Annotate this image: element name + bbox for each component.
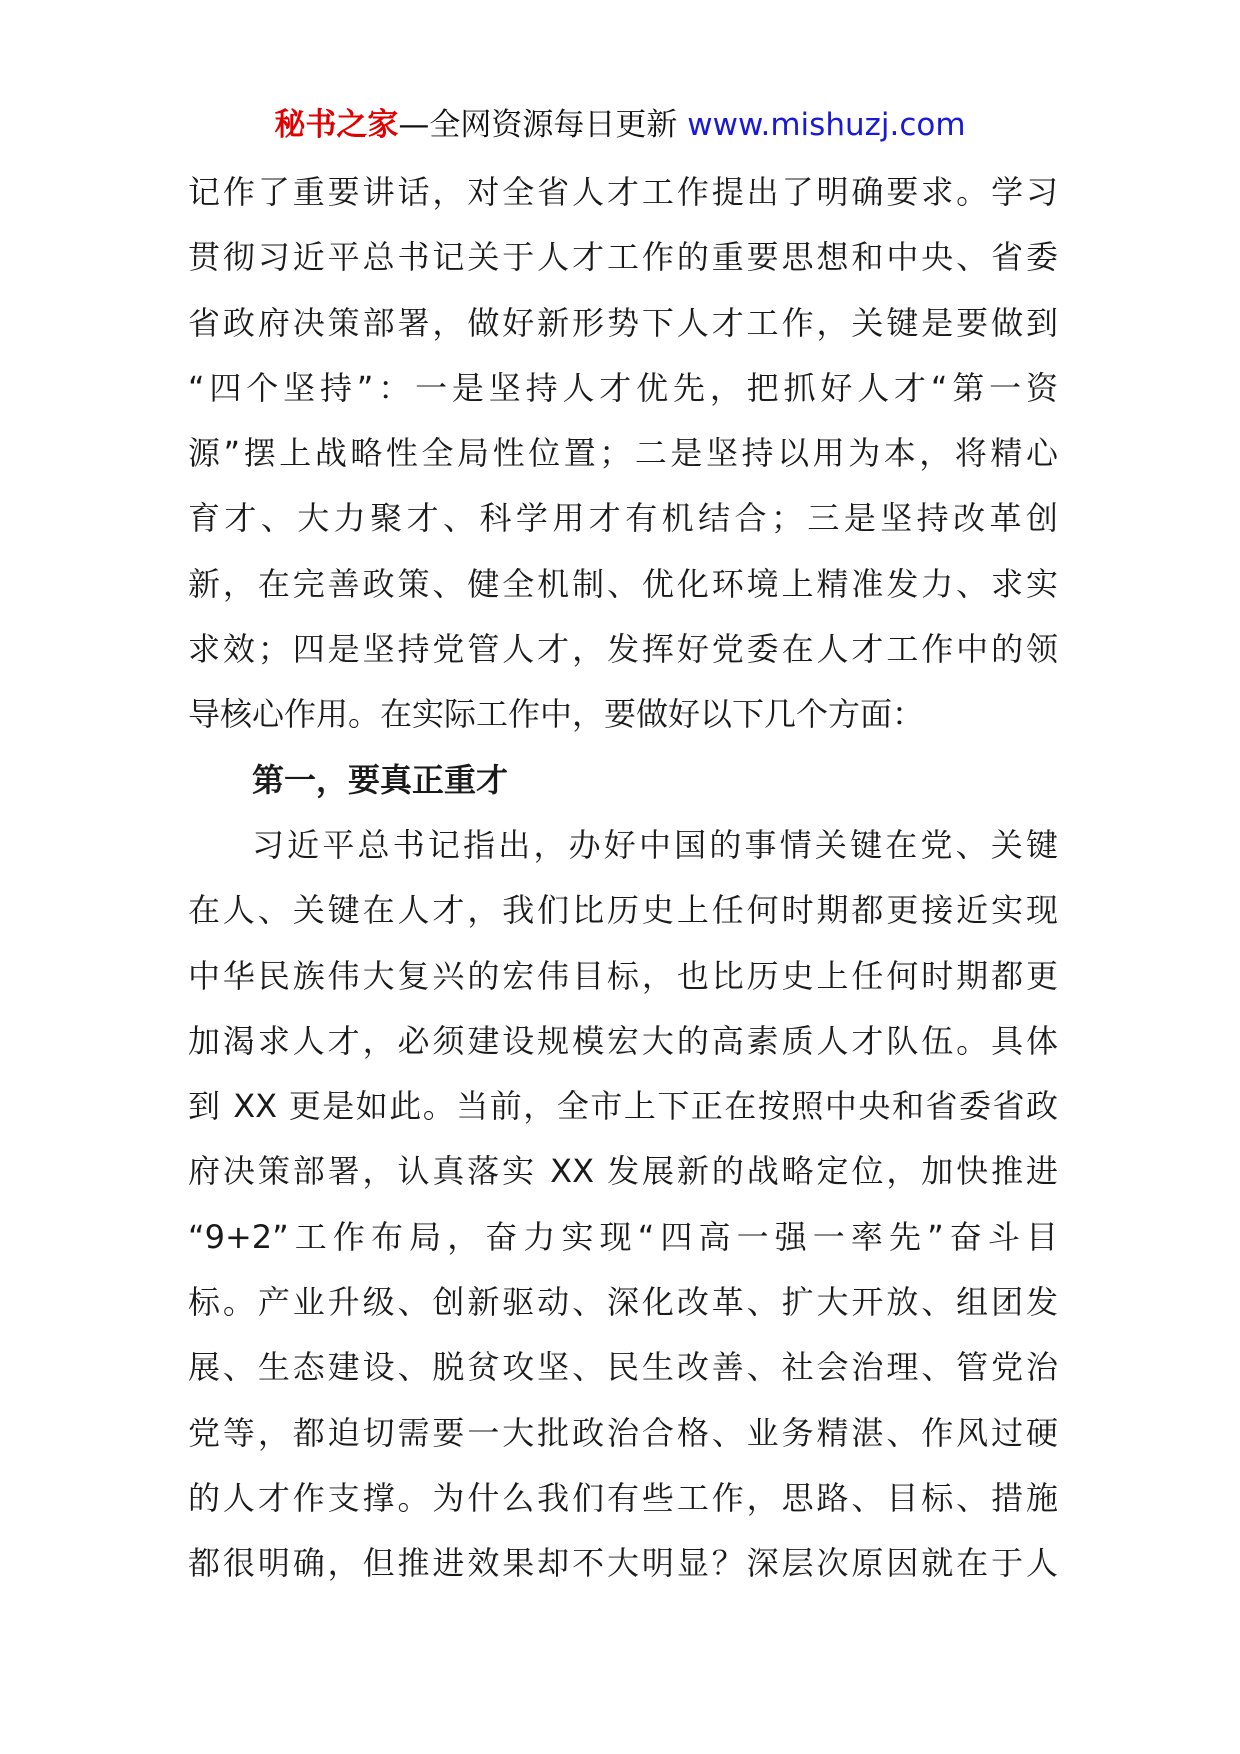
text-line: 求效；四是坚持党管人才，发挥好党委在人才工作中的领 <box>188 630 1058 669</box>
text-line: 党等，都迫切需要一大批政治合格、业务精湛、作风过硬 <box>188 1413 1058 1452</box>
text-line: 展、生态建设、脱贫攻坚、民生改善、社会治理、管党治 <box>188 1348 1058 1387</box>
text-line: 加渴求人才，必须建设规模宏大的高素质人才队伍。具体 <box>188 1021 1058 1060</box>
text-line: 到 XX 更是如此。当前，全市上下正在按照中央和省委省政 <box>188 1087 1058 1126</box>
site-header <box>0 103 1240 147</box>
section-heading: 第一，要真正重才 <box>252 760 509 799</box>
text-line: “四个坚持”：一是坚持人才优先，把抓好人才“第一资 <box>188 368 1058 407</box>
text-line: 贯彻习近平总书记关于人才工作的重要思想和中央、省委 <box>188 238 1058 277</box>
text-line: 的人才作支撑。为什么我们有些工作，思路、目标、措施 <box>188 1478 1058 1517</box>
header-tagline: —全网资源每日更新 <box>398 107 678 143</box>
brand-name: 秘书之家 <box>274 107 399 143</box>
text-line: 中华民族伟大复兴的宏伟目标，也比历史上任何时期都更 <box>188 956 1058 995</box>
document-body <box>188 160 1058 1597</box>
text-line: 育才、大力聚才、科学用才有机结合；三是坚持改革创 <box>188 499 1058 538</box>
text-line: 导核心作用。在实际工作中，要做好以下几个方面： <box>188 695 925 734</box>
text-line: 府决策部署，认真落实 XX 发展新的战略定位，加快推进 <box>188 1152 1058 1191</box>
text-line: 新，在完善政策、健全机制、优化环境上精准发力、求实 <box>188 564 1058 603</box>
text-line: 源”摆上战略性全局性位置；二是坚持以用为本，将精心 <box>188 434 1058 473</box>
text-line: 记作了重要讲话，对全省人才工作提出了明确要求。学习 <box>188 173 1058 211</box>
text-line: 省政府决策部署，做好新形势下人才工作，关键是要做到 <box>188 303 1058 342</box>
text-line: 标。产业升级、创新驱动、深化改革、扩大开放、组团发 <box>188 1283 1058 1322</box>
text-line: “9+2”工作布局，奋力实现“四高一强一率先”奋斗目 <box>188 1217 1058 1256</box>
text-line: 都很明确，但推进效果却不大明显？深层次原因就在于人 <box>188 1544 1058 1583</box>
text-line: 习近平总书记指出，办好中国的事情关键在党、关键 <box>252 825 1058 864</box>
text-line: 在人、关键在人才，我们比历史上任何时期都更接近实现 <box>188 891 1058 930</box>
site-url-link[interactable]: www.mishuzj.com <box>687 107 966 143</box>
